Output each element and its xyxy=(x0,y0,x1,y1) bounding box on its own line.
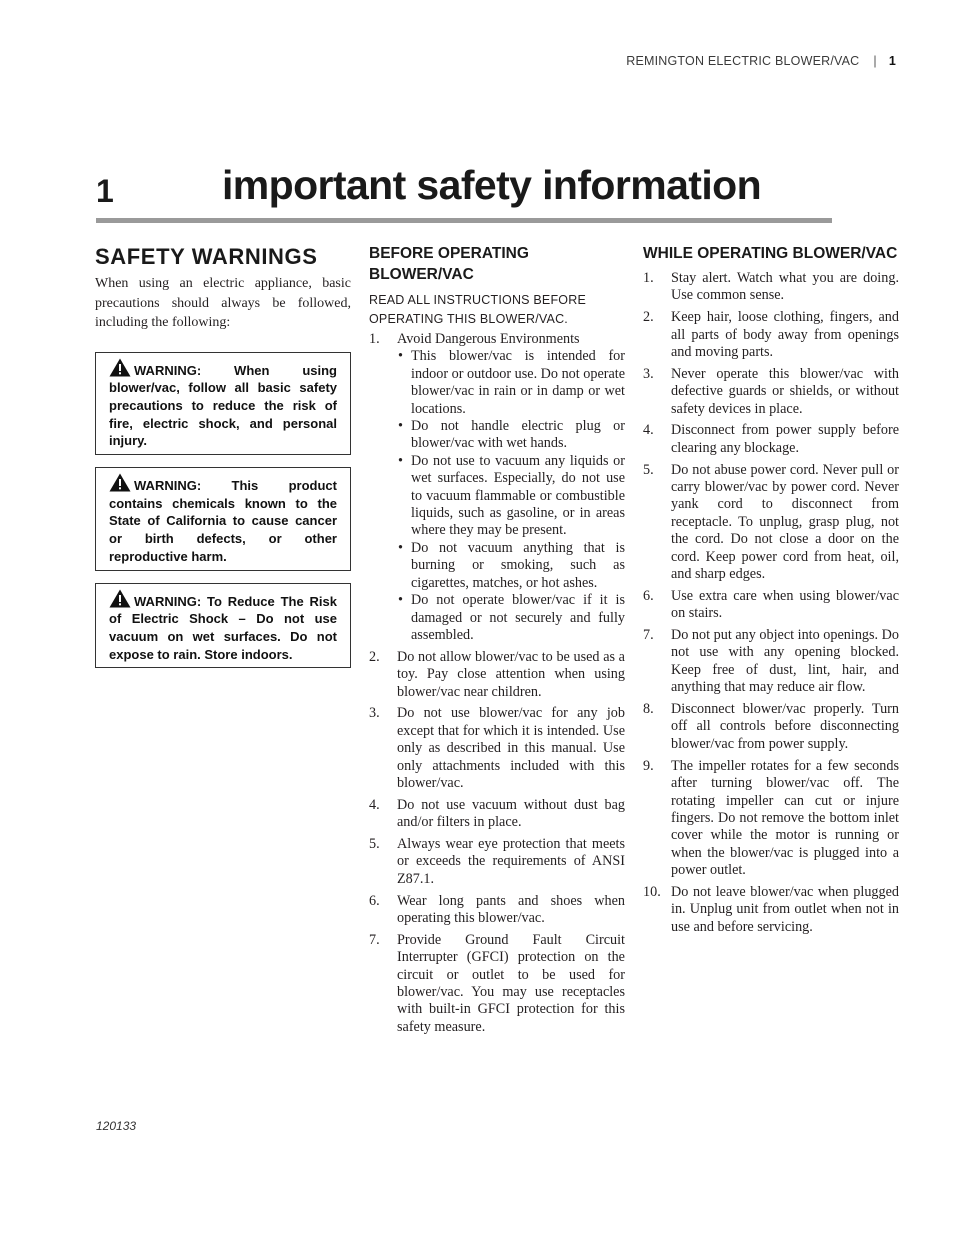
item-number: 4. xyxy=(643,422,654,439)
warning-box-electric-shock xyxy=(95,583,351,669)
item-text: Disconnect blower/vac properly. Turn off all controls before disconnecting blower/vac from power supply. xyxy=(671,701,899,752)
bullet-item: • Do not vacuum anything that is burning or smoking, such as cigarettes, matches, or hot ashes. xyxy=(397,540,625,592)
list-item xyxy=(643,309,899,361)
before-operating-list xyxy=(369,331,625,1036)
header-separator: | xyxy=(873,54,877,68)
warning-text: WARNING: To Reduce The Risk of Electric Shock – Do not use vacuum on wet surfaces. Do not expose to rain. Store indoors. xyxy=(109,593,337,662)
list-item xyxy=(643,270,899,305)
while-operating-heading: WHILE OPERATING BLOWER/VAC xyxy=(643,245,898,262)
item-text: Stay alert. Watch what you are doing. Use common sense. xyxy=(671,270,899,304)
chapter-number: 1 xyxy=(96,173,114,209)
item-number: 10. xyxy=(643,883,661,900)
list-item xyxy=(369,649,625,701)
item-text: Use extra care when using blower/vac on stairs. xyxy=(671,587,899,622)
item-number: 4. xyxy=(369,796,380,813)
read-all-instructions: READ ALL INSTRUCTIONS BEFORE OPERATING THIS BLOWER/VAC. xyxy=(369,293,586,326)
list-item xyxy=(643,462,899,584)
item-text: Do not use blower/vac for any job except that for which it is intended. Use only as described in this manual. Use only attachments included with this blower/vac. xyxy=(397,705,625,791)
list-item xyxy=(369,932,625,1036)
item-text: Never operate this blower/vac with defective guards or shields, or without safety devices in place. xyxy=(671,365,899,417)
list-item xyxy=(643,627,899,697)
bullet-item: • Do not use to vacuum any liquids or wet surfaces. Especially, do not use to vacuum flammable or combustible liquids, such as gasoline, or in areas where they may be present. xyxy=(397,453,625,540)
item-number: 5. xyxy=(369,835,380,852)
running-header xyxy=(626,54,896,68)
item-number: 9. xyxy=(643,757,654,774)
item-number: 7. xyxy=(643,627,654,644)
item-text: Do not use vacuum without dust bag and/or filters in place. xyxy=(397,796,625,831)
bullet-item: • This blower/vac is intended for indoor or outdoor use. Do not operate blower/vac in rain or in damp or wet locations. xyxy=(397,348,625,418)
item-number: 8. xyxy=(643,701,654,718)
list-item xyxy=(369,893,625,928)
while-operating-list xyxy=(643,270,899,936)
document-code: 120133 xyxy=(96,1119,137,1133)
item-text: Do not abuse power cord. Never pull or carry blower/vac by power cord. Never yank cord to disconnect from receptacle. To unplug, grasp plug, not the cord. Do not close a door on the cord. Keep power cord from heat, oil, and sharp edges. xyxy=(671,461,899,583)
list-item xyxy=(643,422,899,457)
bullet-item: • Do not handle electric plug or blower/vac with wet hands. xyxy=(397,418,625,453)
item-text: Do not leave blower/vac when plugged in. Unplug unit from outlet when not in use and before servicing. xyxy=(671,883,899,935)
title-rule xyxy=(96,218,832,223)
list-item xyxy=(643,758,899,880)
bullet-item: • Do not operate blower/vac if it is damaged or not securely and fully assembled. xyxy=(397,592,625,644)
warning-text: WARNING: When using blower/vac, follow all basic safety precautions to reduce the risk of fire, electric shock, and personal injury. xyxy=(109,362,337,449)
item-text: Wear long pants and shoes when operating this blower/vac. xyxy=(397,892,625,926)
item-text: Do not put any object into openings. Do not use with any opening blocked. Keep free of dust, lint, hair, and anything that may reduce air flow. xyxy=(671,627,899,696)
safety-warnings-heading: SAFETY WARNINGS xyxy=(95,244,318,269)
safety-warnings-intro: When using an electric appliance, basic precautions should always be followed, including the following: xyxy=(95,276,351,330)
warning-box-general xyxy=(95,352,351,456)
item-number: 6. xyxy=(643,587,654,604)
item-number: 2. xyxy=(369,648,380,665)
list-item xyxy=(643,366,899,418)
item-number: 3. xyxy=(643,365,654,382)
item-text: Disconnect from power supply before clearing any blockage. xyxy=(671,422,899,456)
list-item xyxy=(369,797,625,832)
warning-text: WARNING: This product contains chemicals known to the State of California to cause cancer or birth defects, or other reproductive harm. xyxy=(109,478,337,564)
item-number: 2. xyxy=(643,309,654,326)
item-number: 5. xyxy=(643,461,654,478)
warning-triangle-icon xyxy=(109,473,131,492)
while-operating-column xyxy=(643,243,899,941)
item-text: Do not allow blower/vac to be used as a toy. Pay close attention when using blower/vac near children. xyxy=(397,648,625,700)
item-number: 1. xyxy=(369,331,380,347)
item-number: 7. xyxy=(369,931,380,948)
item-number: 1. xyxy=(643,270,654,286)
list-item xyxy=(643,701,899,753)
safety-warnings-column xyxy=(95,243,351,668)
list-item xyxy=(369,705,625,792)
page-number: 1 xyxy=(888,54,896,68)
list-item xyxy=(369,836,625,888)
item-number: 3. xyxy=(369,705,380,722)
list-item xyxy=(369,331,625,644)
item-text: Avoid Dangerous Environments xyxy=(397,331,580,347)
item-text: The impeller rotates for a few seconds after turning blower/vac off. The rotating impeller can cut or injure fingers. Do not remove the bottom inlet cover while the motor is running or when the blower/vac is plugged into a power outlet. xyxy=(671,757,899,879)
before-operating-heading: BEFORE OPERATING BLOWER/VAC xyxy=(369,245,529,283)
warning-box-prop65 xyxy=(95,467,351,571)
item-number: 6. xyxy=(369,892,380,909)
item-text: Always wear eye protection that meets or exceeds the requirements of ANSI Z87.1. xyxy=(397,835,625,887)
chapter-title-text: important safety information xyxy=(222,162,762,208)
warning-triangle-icon xyxy=(109,358,131,377)
list-item xyxy=(643,884,899,936)
bullet-list xyxy=(397,348,625,644)
running-title: REMINGTON ELECTRIC BLOWER/VAC xyxy=(626,54,860,68)
item-text: Provide Ground Fault Circuit Interrupter (GFCI) protection on the circuit or outlet to be used for blower/vac. You may use receptacles with built-in GFCI protection for this safety measure. xyxy=(397,931,625,1035)
warning-triangle-icon xyxy=(109,589,131,608)
list-item xyxy=(643,588,899,623)
before-operating-column xyxy=(369,243,625,1041)
item-text: Keep hair, loose clothing, fingers, and all parts of body away from openings and moving parts. xyxy=(671,309,899,361)
